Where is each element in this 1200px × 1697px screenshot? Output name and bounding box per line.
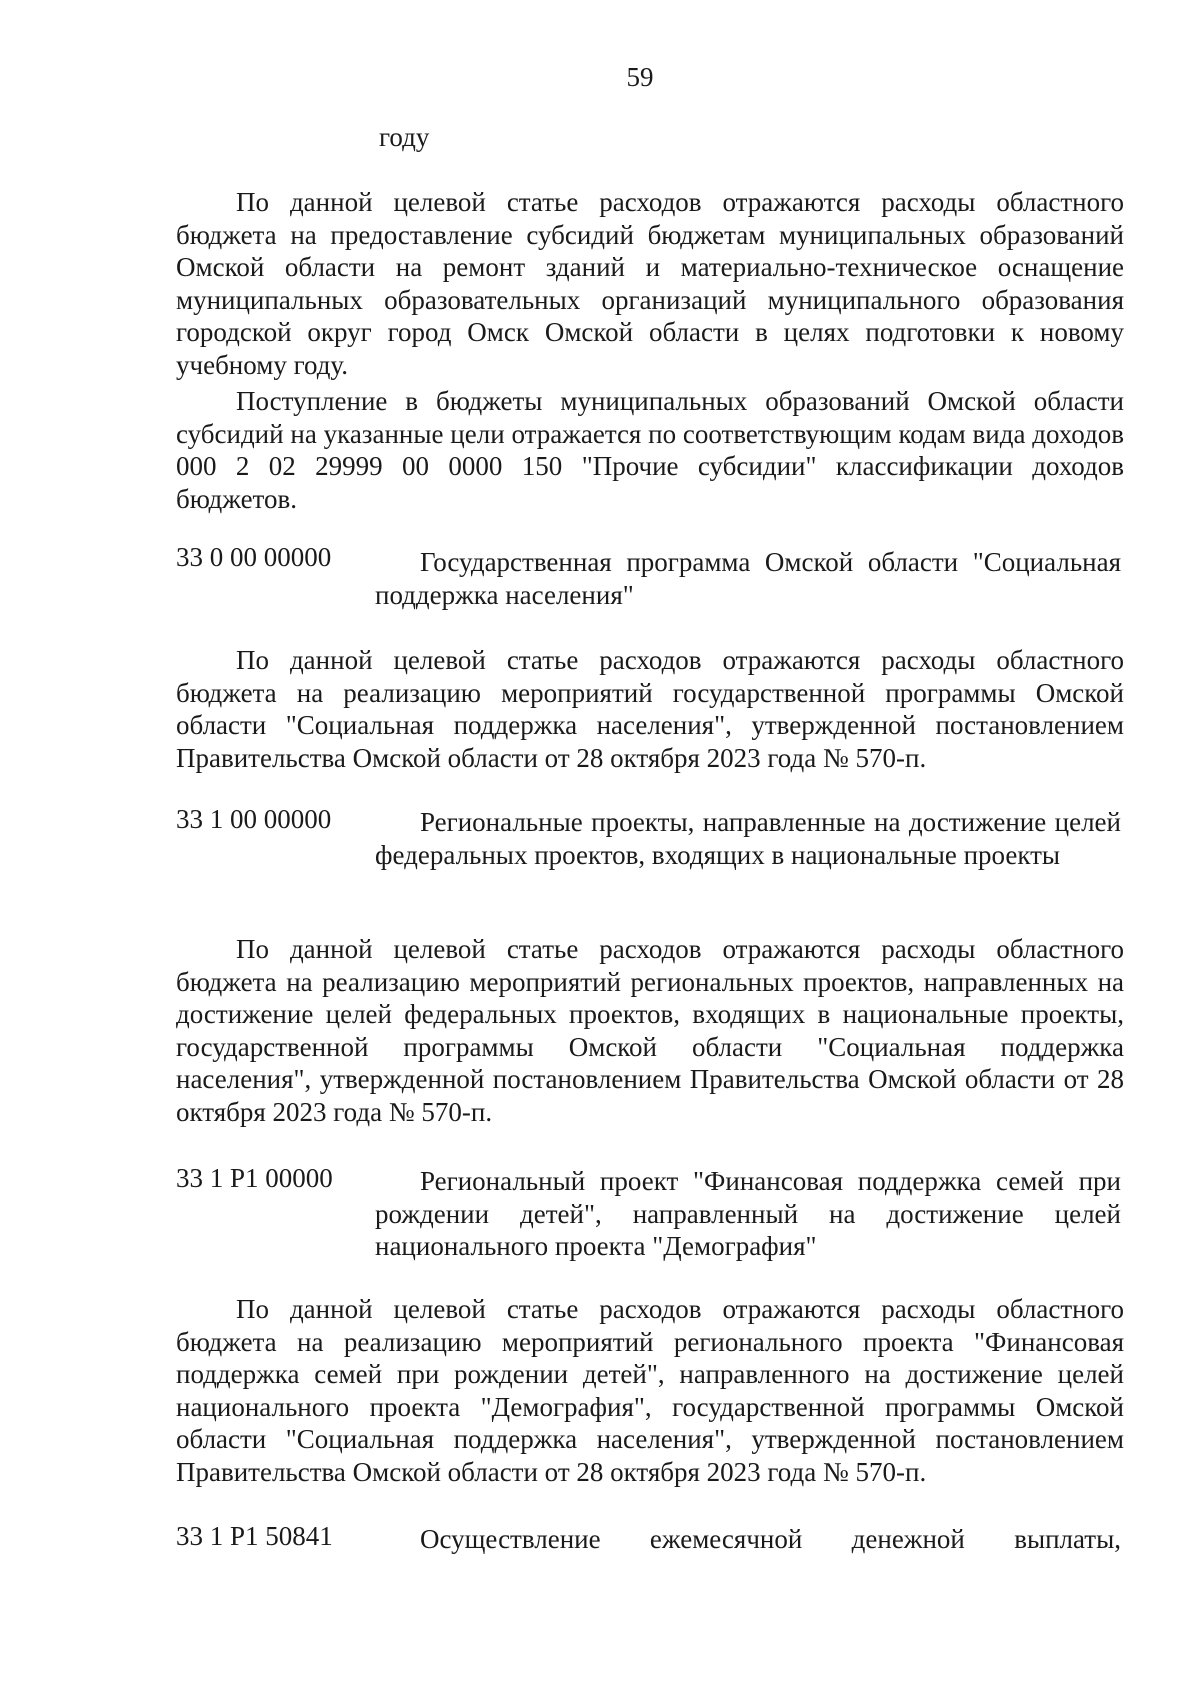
continuation-text: году [379,122,430,152]
budget-item-title: Региональные проекты, направленные на достижение целей федеральных проектов, входящих в национальные проекты [375,807,1121,870]
paragraph-program-expenses: По данной целевой статье расходов отражаются расходы областного бюджета на реализацию мероприятий государственной программы Омской области "Социальная поддержка населения", утвержденной постановлением Правительства Омской области от 28 октября 2023 года № 570-п. [176,645,1124,773]
paragraph-subsidies-repair: По данной целевой статье расходов отражаются расходы областного бюджета на предоставление субсидий бюджетам муниципальных образований Омской области на ремонт зданий и материально-техническое оснащение муниципальных образовательных организаций муниципального образования городской округ город Омск Омской области в целях подготовки к новому учебному году. [176,187,1124,380]
budget-code: 33 1 00 00000 [176,804,332,834]
budget-code: 33 1 Р1 50841 [176,1521,333,1551]
budget-code: 33 0 00 00000 [176,542,332,572]
paragraph-family-support: По данной целевой статье расходов отражаются расходы областного бюджета на реализацию мероприятий регионального проекта "Финансовая поддержка семей при рождении детей", направленного на достижение целей национального проекта "Демография", государственной программы Омской области "Социальная поддержка населения", утвержденной постановлением Правительства Омской области от 28 октября 2023 года № 570-п. [176,1294,1124,1487]
budget-item-title: Региональный проект "Финансовая поддержка семей при рождении детей", направленный на достижение целей национального проекта "Демография" [375,1166,1121,1261]
paragraph-income-codes: Поступление в бюджеты муниципальных образований Омской области субсидий на указанные цели отражается по соответствующим кодам вида доходов 000 2 02 29999 00 0000 150 "Прочие субсидии" классификации доходов бюджетов. [176,386,1124,514]
budget-item-title: Осуществление ежемесячной денежной выплаты, [420,1524,1121,1554]
budget-code: 33 1 Р1 00000 [176,1163,333,1193]
paragraph-regional-projects: По данной целевой статье расходов отражаются расходы областного бюджета на реализацию мероприятий региональных проектов, направленных на достижение целей федеральных проектов, входящих в национальные проекты, государственной программы Омской области "Социальная поддержка населения", утвержденной постановлением Правительства Омской области от 28 октября 2023 года № 570-п. [176,934,1124,1127]
page-number: 59 [626,62,654,92]
budget-item-title: Государственная программа Омской области "Социальная поддержка населения" [375,547,1121,610]
